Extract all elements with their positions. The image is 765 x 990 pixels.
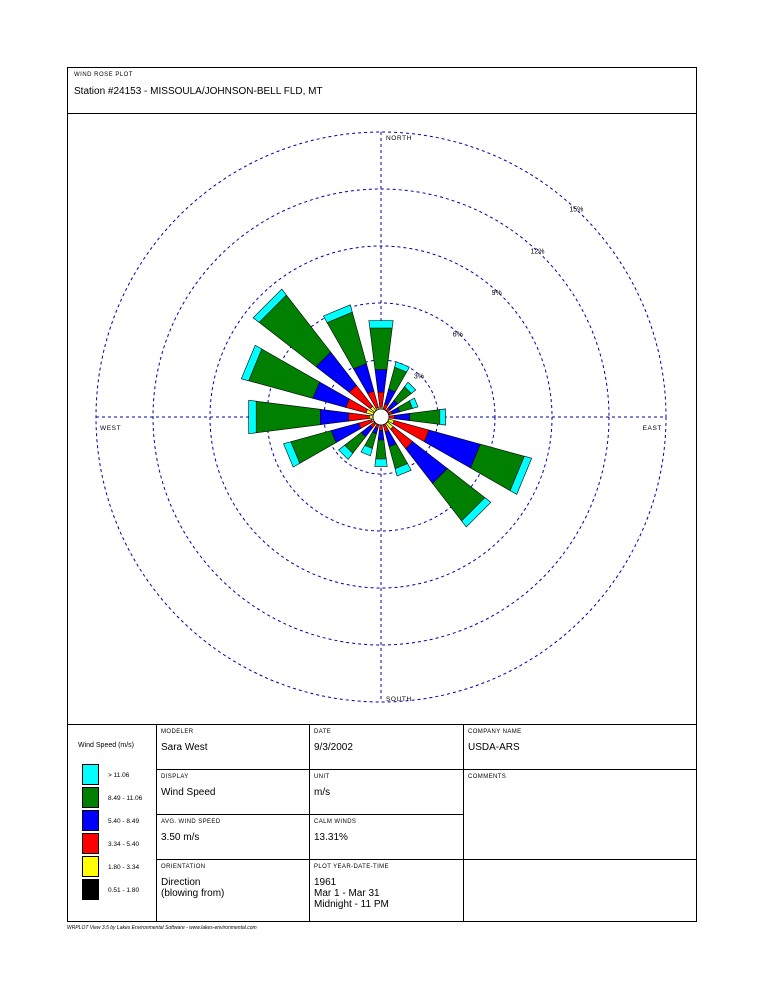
orientation-caption: ORIENTATION — [161, 864, 206, 870]
company-caption: COMPANY NAME — [468, 729, 522, 735]
date-value: 9/3/2002 — [314, 742, 353, 753]
report-frame — [67, 67, 697, 922]
ring-label: 3% — [413, 373, 425, 381]
petal-segment-n — [369, 321, 393, 329]
legend-swatch — [82, 833, 99, 854]
petal-segment-s — [376, 440, 387, 459]
legend-label: > 11.06 — [108, 772, 130, 779]
modeler-cell — [157, 725, 309, 769]
petal-segment-e — [395, 413, 410, 420]
petal-segment-w — [349, 413, 370, 421]
software-credit: WRPLOT View 3.5 by Lakes Environmental Software - www.lakes-environmental.com — [67, 925, 257, 931]
legend-label: 8.49 - 11.06 — [108, 795, 143, 802]
ring-label: 6% — [452, 331, 463, 339]
orientation-value-2: (blowing from) — [161, 888, 225, 899]
petal-segment-w — [320, 409, 348, 424]
plot-date-range: Mar 1 - Mar 31 — [314, 888, 380, 899]
petal-segment-n — [370, 328, 392, 370]
petal-segment-w — [249, 400, 257, 433]
petal-segment-s — [379, 425, 382, 431]
petal-segment-n — [375, 370, 387, 393]
orientation-cell — [157, 860, 309, 922]
plot-time-cell — [310, 860, 463, 922]
calm-winds-value: 13.31% — [314, 832, 348, 843]
petal-segment-s — [375, 459, 387, 467]
modeler-caption: MODELER — [161, 729, 194, 735]
unit-caption: UNIT — [314, 774, 330, 780]
calm-winds-caption: CALM WINDS — [314, 819, 357, 825]
display-caption: DISPLAY — [161, 774, 189, 780]
avg-speed-value: 3.50 m/s — [161, 832, 200, 843]
display-value: Wind Speed — [161, 787, 216, 798]
legend-swatch — [82, 856, 99, 877]
report-header — [68, 68, 696, 114]
comments-caption: COMMENTS — [468, 774, 507, 780]
ring-label: 15% — [569, 206, 584, 214]
legend-swatch — [82, 764, 99, 785]
petal-segment-s — [378, 431, 384, 440]
legend-swatch — [82, 787, 99, 808]
unit-cell — [310, 770, 463, 814]
south-label: SOUTH — [386, 696, 412, 703]
petal-segment-w — [256, 401, 320, 433]
info-table — [68, 724, 696, 922]
petal-segment-n — [378, 392, 384, 407]
legend-label: 5.40 - 8.49 — [108, 818, 140, 825]
unit-value: m/s — [314, 787, 331, 798]
plot-year: 1961 — [314, 877, 337, 888]
company-cell — [464, 725, 696, 769]
north-label: NORTH — [386, 135, 412, 142]
ring-label: 12% — [530, 248, 545, 256]
company-value: USDA-ARS — [468, 742, 520, 753]
petal-segment-e — [389, 415, 395, 418]
date-cell — [310, 725, 463, 769]
plot-time-range: Midnight - 11 PM — [314, 899, 389, 910]
avg-speed-cell — [157, 815, 309, 859]
plot-time-caption: PLOT YEAR-DATE-TIME — [314, 864, 389, 870]
legend-label: 3.34 - 5.40 — [108, 841, 140, 848]
west-label: WEST — [100, 425, 122, 432]
comments-cell — [464, 770, 696, 859]
date-caption: DATE — [314, 729, 332, 735]
wind-rose-chart — [68, 113, 696, 724]
legend-title: Wind Speed (m/s) — [78, 742, 135, 749]
plot-type-label: WIND ROSE PLOT — [74, 72, 134, 78]
calm-circle — [373, 409, 389, 425]
legend-label: 0.51 - 1.80 — [108, 887, 140, 894]
station-title: Station #24153 - MISSOULA/JOHNSON-BELL FLD, MT — [74, 86, 323, 97]
legend-swatch — [82, 879, 99, 900]
legend-label: 1.80 - 3.34 — [108, 864, 140, 871]
petal-segment-e — [440, 409, 446, 425]
petal-segment-w — [369, 416, 373, 419]
east-label: EAST — [642, 425, 662, 432]
legend-swatch — [82, 810, 99, 831]
orientation-value-1: Direction — [161, 877, 201, 888]
avg-speed-caption: AVG. WIND SPEED — [161, 819, 221, 825]
petal-segment-e — [410, 410, 440, 425]
calm-winds-cell — [310, 815, 463, 859]
ring-label: 9% — [491, 289, 502, 297]
display-cell — [157, 770, 309, 814]
modeler-value: Sara West — [161, 742, 208, 753]
